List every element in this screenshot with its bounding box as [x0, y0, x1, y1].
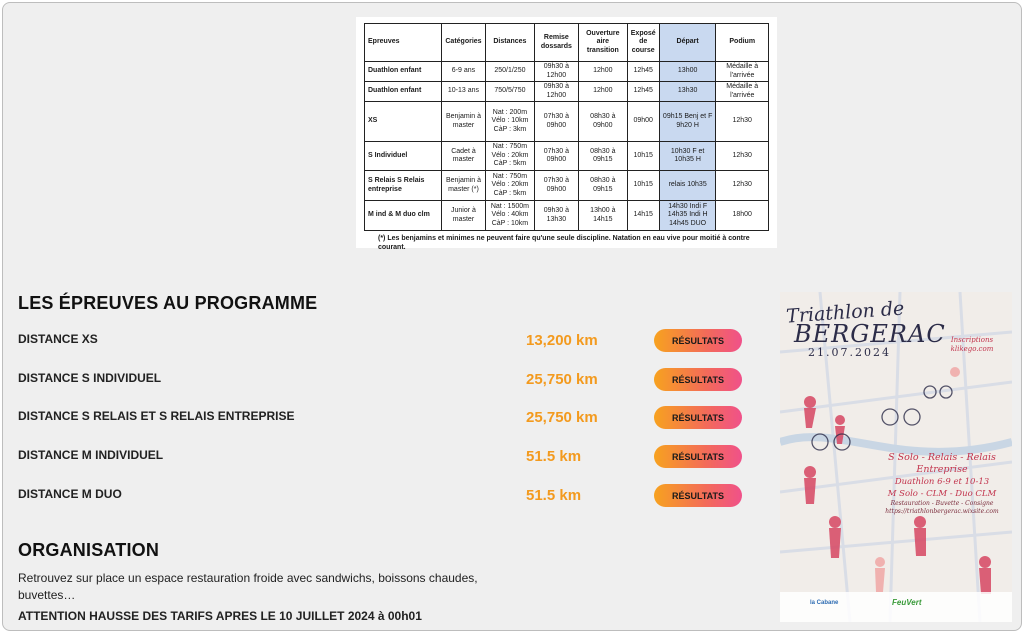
schedule-cell: 09h00: [627, 102, 659, 142]
schedule-cell: Médaille à l'arrivée: [716, 62, 769, 82]
event-row-s-relais: [18, 406, 758, 432]
event-row-m-duo: [18, 484, 758, 510]
schedule-note: (*) Les benjamins et minimes ne peuvent faire qu'une seule discipline. Natation en eau vive pour moitié à contre courant.: [378, 235, 750, 251]
schedule-row: [365, 171, 769, 201]
schedule-cell: 12h00: [579, 62, 627, 82]
schedule-cell: 07h30 à 09h00: [534, 171, 578, 201]
schedule-row: [365, 142, 769, 171]
results-button-xs[interactable]: RÉSULTATS: [654, 329, 742, 352]
schedule-cell: 07h30 à 09h00: [534, 102, 578, 142]
event-label: DISTANCE XS: [18, 332, 98, 346]
schedule-cell: Cadet à master: [441, 142, 485, 171]
poster-line-s: S Solo - Relais - Relais Entreprise: [888, 452, 996, 475]
schedule-cell: 750/5/750: [486, 82, 534, 102]
event-row-m-individuel: [18, 445, 758, 471]
schedule-cell: 12h30: [716, 102, 769, 142]
schedule-header-cell: Ouverture aire transition: [579, 24, 627, 62]
schedule-row: [365, 201, 769, 231]
schedule-cell: Benjamin à master: [441, 102, 485, 142]
schedule-header-cell: Podium: [716, 24, 769, 62]
organisation-title: ORGANISATION: [18, 540, 160, 560]
schedule-cell: 6-9 ans: [441, 62, 485, 82]
schedule-row: [365, 62, 769, 82]
poster-title-line1: Triathlon de: [785, 297, 905, 328]
event-row-xs: [18, 329, 758, 355]
schedule-header-cell: Départ: [659, 24, 716, 62]
schedule-cell: 13h00: [659, 62, 716, 82]
schedule-table: [364, 23, 769, 231]
schedule-header-cell: Exposé de course: [627, 24, 659, 62]
schedule-cell: 09h30 à 13h30: [534, 201, 578, 231]
schedule-cell: 13h30: [659, 82, 716, 102]
schedule-header-cell: Remise dossards: [534, 24, 578, 62]
results-button-m-individuel[interactable]: RÉSULTATS: [654, 445, 742, 468]
poster-line-url: https://triathlonbergerac.wixsite.com: [885, 508, 999, 515]
schedule-cell: 08h30 à 09h15: [579, 171, 627, 201]
schedule-cell: XS: [365, 102, 442, 142]
schedule-cell: 13h00 à 14h15: [579, 201, 627, 231]
schedule-cell: Benjamin à master (*): [441, 171, 485, 201]
schedule-cell: 14h15: [627, 201, 659, 231]
schedule-cell: 10h15: [627, 171, 659, 201]
results-button-s-individuel[interactable]: RÉSULTATS: [654, 368, 742, 391]
event-label: DISTANCE M DUO: [18, 487, 122, 501]
event-row-s-individuel: [18, 368, 758, 394]
schedule-cell: Duathlon enfant: [365, 62, 442, 82]
schedule-cell: 12h45: [627, 82, 659, 102]
schedule-header-row: [365, 24, 769, 62]
schedule-cell: 12h45: [627, 62, 659, 82]
schedule-row: [365, 82, 769, 102]
sponsor-logo: FeuVert: [892, 598, 922, 607]
schedule-cell: 18h00: [716, 201, 769, 231]
schedule-table-image: [356, 17, 777, 251]
schedule-cell: 09h15 Benj et F 9h20 H: [659, 102, 716, 142]
schedule-header-cell: Epreuves: [365, 24, 442, 62]
schedule-cell: 10-13 ans: [441, 82, 485, 102]
schedule-cell: S Individuel: [365, 142, 442, 171]
schedule-cell: 12h30: [716, 142, 769, 171]
event-label: DISTANCE S INDIVIDUEL: [18, 371, 162, 385]
poster-title-line2: BERGERAC: [794, 320, 946, 348]
schedule-cell: Nat : 750m Vélo : 20km CàP : 5km: [486, 142, 534, 171]
poster-date: 21.07.2024: [808, 346, 891, 359]
poster-events-block: [876, 452, 1008, 516]
schedule-cell: 07h30 à 09h00: [534, 142, 578, 171]
schedule-cell: S Relais S Relais entreprise: [365, 171, 442, 201]
poster-line-duathlon: Duathlon 6-9 et 10-13: [894, 477, 990, 487]
price-warning: ATTENTION HAUSSE DES TARIFS APRES LE 10 JUILLET 2024 à 00h01: [18, 609, 422, 623]
schedule-cell: 12h00: [579, 82, 627, 102]
schedule-cell: 12h30: [716, 171, 769, 201]
schedule-cell: Duathlon enfant: [365, 82, 442, 102]
schedule-cell: relais 10h35: [659, 171, 716, 201]
event-distance: 25,750 km: [526, 409, 598, 426]
schedule-cell: 08h30 à 09h00: [579, 102, 627, 142]
poster-sponsors: [780, 592, 1012, 622]
schedule-header-cell: Distances: [486, 24, 534, 62]
schedule-row: [365, 102, 769, 142]
event-label: DISTANCE S RELAIS ET S RELAIS ENTREPRISE: [18, 409, 295, 423]
schedule-cell: 09h30 à 12h00: [534, 62, 578, 82]
page-frame: [2, 2, 1022, 631]
event-distance: 25,750 km: [526, 371, 598, 388]
schedule-header-cell: Catégories: [441, 24, 485, 62]
schedule-cell: Nat : 750m Vélo : 20km CàP : 5km: [486, 171, 534, 201]
schedule-cell: 10h15: [627, 142, 659, 171]
schedule-cell: Médaille à l'arrivée: [716, 82, 769, 102]
schedule-cell: Junior à master: [441, 201, 485, 231]
schedule-cell: 250/1/250: [486, 62, 534, 82]
schedule-cell: Nat : 200m Vélo : 10km CàP : 3km: [486, 102, 534, 142]
schedule-cell: M ind & M duo clm: [365, 201, 442, 231]
organisation-text: Retrouvez sur place un espace restauration froide avec sandwichs, boissons chaudes, buvettes…: [18, 571, 478, 602]
schedule-cell: 09h30 à 12h00: [534, 82, 578, 102]
poster-line-m: M Solo - CLM - Duo CLM: [887, 489, 997, 499]
event-distance: 13,200 km: [526, 332, 598, 349]
schedule-cell: 10h30 F et 10h35 H: [659, 142, 716, 171]
event-distance: 51.5 km: [526, 448, 582, 465]
results-button-s-relais[interactable]: RÉSULTATS: [654, 406, 742, 429]
results-button-m-duo[interactable]: RÉSULTATS: [654, 484, 742, 507]
schedule-cell: 14h30 Indi F 14h35 Indi H 14h45 DUO: [659, 201, 716, 231]
event-label: DISTANCE M INDIVIDUEL: [18, 448, 164, 462]
event-poster: [780, 292, 1012, 622]
program-title: LES ÉPREUVES AU PROGRAMME: [18, 293, 318, 313]
event-distance: 51.5 km: [526, 487, 582, 504]
schedule-cell: 08h30 à 09h15: [579, 142, 627, 171]
poster-line-services: Restauration - Buvette - Consigne: [890, 500, 994, 507]
poster-inscriptions: Inscriptions klikego.com: [950, 336, 994, 353]
schedule-cell: Nat : 1500m Vélo : 40km CàP : 10km: [486, 201, 534, 231]
sponsor-logo: la Cabane: [810, 600, 839, 606]
